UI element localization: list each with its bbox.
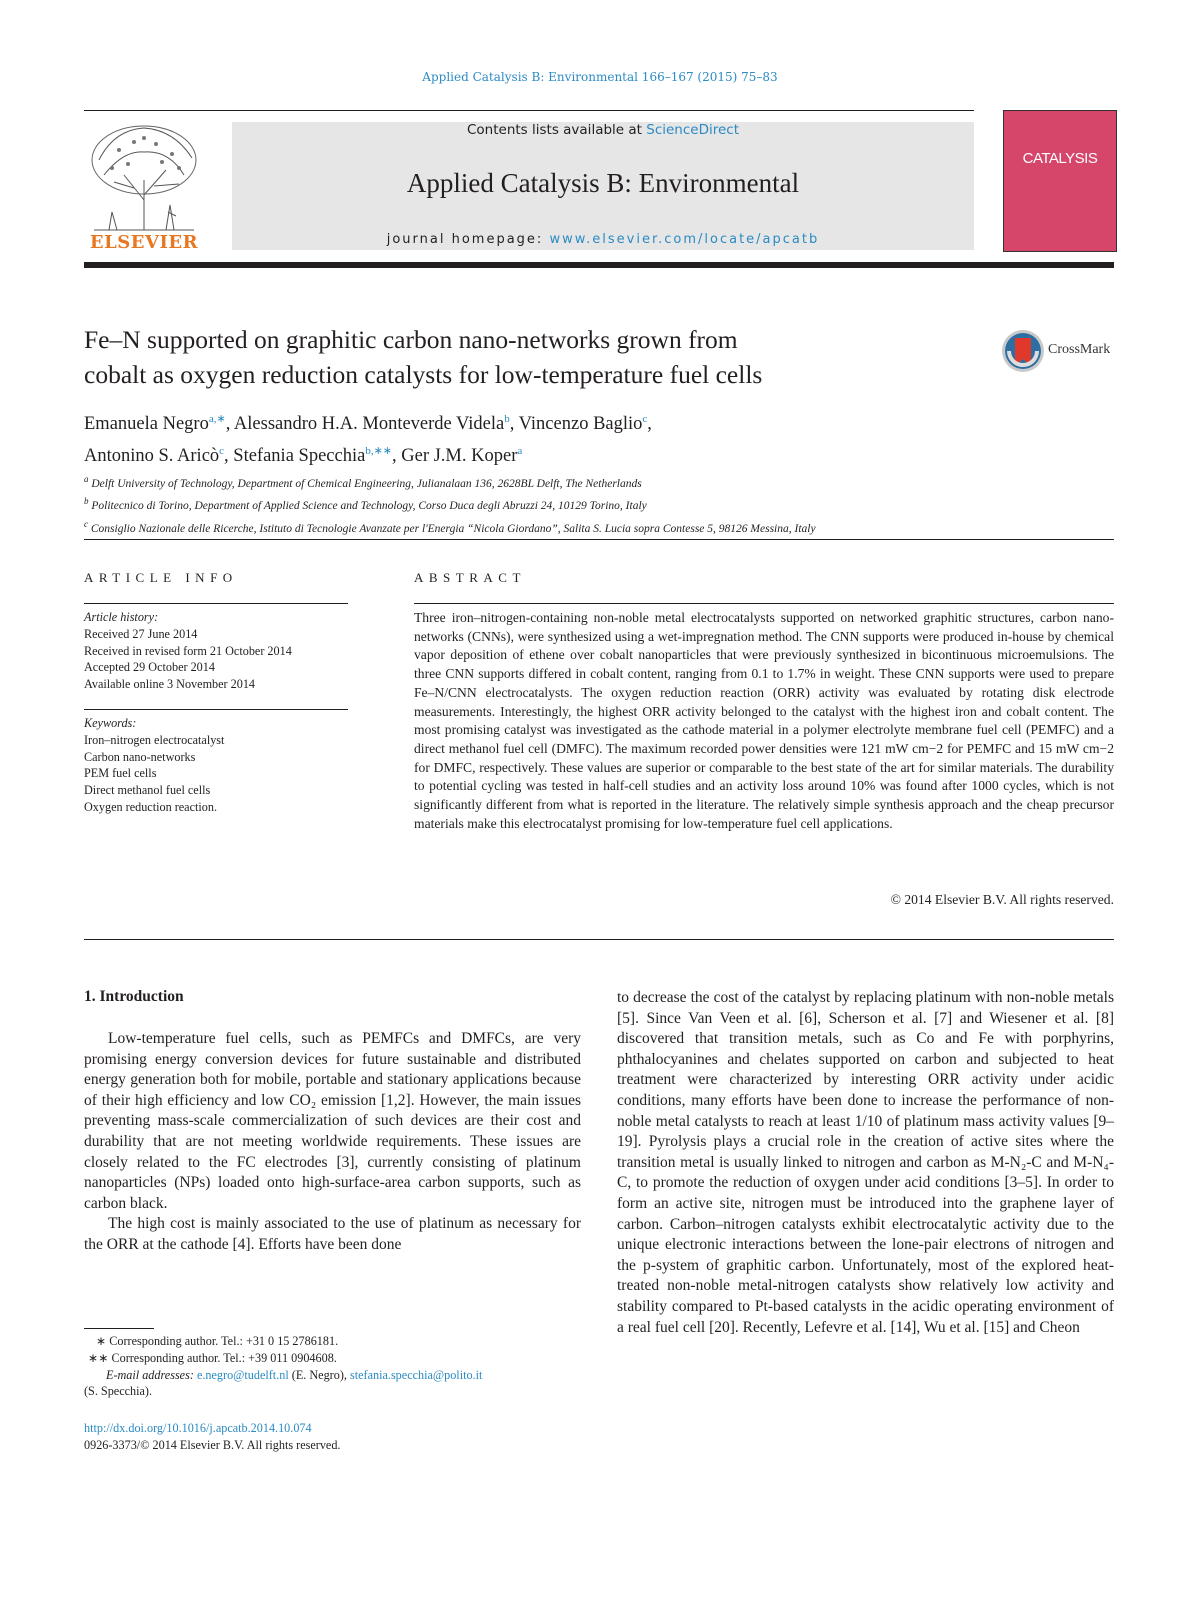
crossmark-badge[interactable]	[1000, 328, 1120, 374]
author-name[interactable]: Stefania Specchia	[233, 446, 366, 467]
article-title-line2: cobalt as oxygen reduction catalysts for low-temperature fuel cells	[84, 360, 763, 389]
body-rule	[84, 939, 1114, 940]
keyword-item: Direct methanol fuel cells	[84, 783, 211, 798]
sciencedirect-link[interactable]: ScienceDirect	[646, 122, 740, 138]
article-title	[84, 322, 984, 392]
journal-citation[interactable]: Applied Catalysis B: Environmental 166–167 (2015) 75–83	[422, 70, 778, 84]
email-addresses	[84, 1367, 584, 1384]
author-name[interactable]: Alessandro H.A. Monteverde Videla	[233, 414, 505, 435]
author-affil-mark[interactable]: b	[504, 413, 510, 425]
crossmark-icon	[1000, 328, 1046, 374]
journal-title: Applied Catalysis B: Environmental	[406, 168, 800, 198]
article-history	[84, 609, 354, 693]
history-item: Available online 3 November 2014	[84, 677, 256, 692]
email-link-specchia[interactable]: stefania.specchia@polito.it	[350, 1367, 483, 1382]
author-name[interactable]: Antonino S. Aricò	[84, 446, 220, 467]
body-column-right	[617, 988, 1114, 1338]
author-line1: Emanuela Negro$^{a,∗}$, Alessandro H.A. Monteverde Videla$^b$, Vincenzo Baglio$^c$,	[84, 413, 652, 435]
corresponding-author-1: ∗ Corresponding author. Tel.: +31 0 15 2786181.	[96, 1334, 339, 1348]
body-column-left	[84, 1029, 581, 1256]
article-info-heading: ARTICLE INFO	[84, 570, 238, 585]
abstract-heading: ABSTRACT	[414, 570, 526, 585]
keyword-item: Carbon nano-networks	[84, 749, 196, 764]
header-thick-rule	[84, 262, 1114, 268]
keywords-label: Keywords:	[84, 716, 137, 730]
abstract-text: Three iron–nitrogen-containing non-noble metal electrocatalysts supported on networked graphitic structures, carbon nano-networks (CNNs), were synthesized using a wet-impregnation method. The CNN supports were produced in-house by chemical vapor deposition of ethene over cobalt nanoparticles that were previously synthesized in bicontinuous microemulsions. The three CNN supports differed in cobalt content, ranging from 0.1 to 1.7% in weight. These CNN supports were used to prepare Fe–N/CNN electrocatalysts. The oxygen reduction reaction (ORR) activity was evaluated by rotating disk electrode measurements. Interestingly, the highest ORR activity belonged to the catalyst with the highest iron and cobalt content. The most promising catalyst was investigated as the cathode material in a polymer electrolyte membrane fuel cell (PEMFC) and a direct methanol fuel cell (DMFC). The maximum recorded power densities were 121 mW cm−2 for PEMFC and 15 mW cm−2 for DMFC, respectively. These values are superior or comparable to the best state of the art for similar materials. The durability to potential cycling was tested in half-cell studies and an activity loss around 10% was found after 1000 cycles, which is not significantly different from what is reported in the literature. The relatively simple synthesis approach and the cheap precursor materials make this electrocatalyst promising for low-temperature fuel cell applications.	[414, 610, 1114, 831]
abstract-rule	[414, 603, 1114, 604]
history-label: Article history:	[84, 610, 159, 624]
author-affil-mark[interactable]: c	[642, 413, 648, 425]
body-paragraph: The high cost is mainly associated to the use of platinum as necessary for the ORR at the cathode [4]. Efforts have been done	[84, 1215, 581, 1253]
header-rule	[84, 110, 974, 111]
abstract-copyright: © 2014 Elsevier B.V. All rights reserved.	[890, 892, 1114, 907]
email-label: E-mail addresses:	[106, 1367, 194, 1382]
journal-cover-thumbnail[interactable]	[1003, 110, 1117, 252]
contents-prefix: Contents lists available at	[466, 122, 647, 138]
history-item: Received 27 June 2014	[84, 626, 198, 641]
email-owner: (E. Negro),	[288, 1367, 350, 1382]
affil-text: Delft University of Technology, Department of Chemical Engineering, Julianalaan 136, 2628BL Delft, The Netherlands	[91, 477, 642, 490]
affiliations	[84, 471, 1124, 538]
affil-mark: a	[84, 474, 89, 484]
journal-cover-title: CATALYSIS	[1022, 150, 1098, 167]
history-item: Received in revised form 21 October 2014	[84, 643, 292, 658]
author-name[interactable]: Vincenzo Baglio	[518, 414, 643, 435]
corresponding-author-2: ∗∗ Corresponding author. Tel.: +39 011 0904608.	[88, 1350, 337, 1365]
affiliation-a	[84, 471, 1124, 493]
affil-text: Politecnico di Torino, Department of Applied Science and Technology, Corso Duca degli Abruzzi 24, 10129 Torino, Italy	[91, 500, 647, 513]
keyword-item: Oxygen reduction reaction.	[84, 799, 217, 814]
author-affil-mark[interactable]: a,∗	[208, 413, 226, 425]
footnote-rule	[84, 1328, 154, 1329]
footnotes	[84, 1333, 584, 1400]
keyword-item: Iron–nitrogen electrocatalyst	[84, 732, 225, 747]
author-name[interactable]: Emanuela Negro	[84, 414, 209, 435]
doi-link[interactable]: http://dx.doi.org/10.1016/j.apcatb.2014.10.074	[84, 1421, 312, 1435]
author-affil-mark[interactable]: b,∗∗	[365, 445, 392, 458]
contents-line	[232, 122, 974, 138]
body-paragraph: Low-temperature fuel cells, such as PEMFCs and DMFCs, are very promising energy conversion devices for future sustainable and distributed energy generation both for mobile, portable and stationary applications because of their high efficiency and low CO₂ emission [1,2]. However, the main issues preventing mass-scale commercialization of such devices are their cost and durability that are not meeting worldwide requirements. These issues are closely related to the FC electrodes [3], currently consisting of platinum nanoparticles (NPs) loaded onto high-surface-area carbon supports, such as carbon black.	[84, 1030, 581, 1212]
issn-line: 0926-3373/© 2014 Elsevier B.V. All rights reserved.	[84, 1437, 341, 1452]
author-affil-mark[interactable]: a	[517, 445, 523, 458]
author-list	[84, 406, 984, 470]
article-title-line1: Fe–N supported on graphitic carbon nano-networks grown from	[84, 325, 738, 354]
homepage-link[interactable]: www.elsevier.com/locate/apcatb	[549, 232, 820, 247]
doi-block	[84, 1420, 340, 1454]
affil-mark: c	[84, 518, 88, 529]
affiliation-b	[84, 493, 1124, 515]
body-paragraph: to decrease the cost of the catalyst by replacing platinum with non-noble metals [5]. Since Van Veen et al. [6], Scherson et al. [7] and Wiesener et al. [8] discovered that transition metals, such as Co and Fe with porphyrins, phthalocyanines and chelates supported on carbon and subjected to heat treatment were characterized by interesting ORR activity under acidic conditions, many efforts have been done to increase the performance of non-noble metal catalysts to reach at least 1/10 of platinum mass activity values [9–19]. Pyrolysis plays a crucial role in the creation of active sites where the transition metal is usually linked to nitrogen and carbon as M-N₂-C and M-N₄-C, to promote the reduction of oxygen under acid conditions [3–5]. In order to form an active site, nitrogen must be introduced into the graphene layer of carbon. Carbon–nitrogen catalysts exhibit electrocatalytic activity due to the unique electronic interactions between the lone-pair electrons of nitrogen and the p-system of graphitic carbon. Unfortunately, most of the explored heat-treated non-noble metal-nitrogen catalysts show relatively low activity and stability compared to Pt-based catalysts in the acidic operating environment of a real fuel cell [20]. Recently, Lefevre et al. [14], Wu et al. [15] and Cheon	[617, 989, 1114, 1336]
affil-text: Consiglio Nazionale delle Ricerche, Istituto di Tecnologie Avanzate per l'Energia “Nicola Giordano”, Salita S. Lucia sopra Contesse 5, 98126 Messina, Italy	[90, 522, 816, 535]
history-item: Accepted 29 October 2014	[84, 660, 215, 675]
homepage-prefix: journal homepage:	[386, 232, 550, 247]
affiliations-rule	[84, 539, 1114, 540]
crossmark-label: CrossMark	[1048, 342, 1111, 357]
email-owner-specchia: (S. Specchia).	[84, 1384, 153, 1399]
section-heading-introduction: 1. Introduction	[84, 988, 184, 1005]
keywords-rule	[84, 709, 348, 710]
affiliation-c	[84, 516, 1124, 538]
article-info-rule	[84, 603, 348, 604]
affil-mark: b	[84, 496, 89, 507]
keywords	[84, 715, 354, 816]
journal-homepage	[232, 232, 974, 247]
email-link-negro[interactable]: e.negro@tudelft.nl	[196, 1367, 289, 1382]
elsevier-wordmark: ELSEVIER	[89, 232, 199, 253]
keyword-item: PEM fuel cells	[84, 766, 157, 781]
author-affil-mark[interactable]: c	[219, 445, 225, 458]
author-name[interactable]: Ger J.M. Koper	[401, 446, 518, 467]
author-line2: Antonino S. Aricò$^c$, Stefania Specchia$^{b,∗∗}$, Ger J.M. Koper$^a$	[84, 445, 523, 467]
